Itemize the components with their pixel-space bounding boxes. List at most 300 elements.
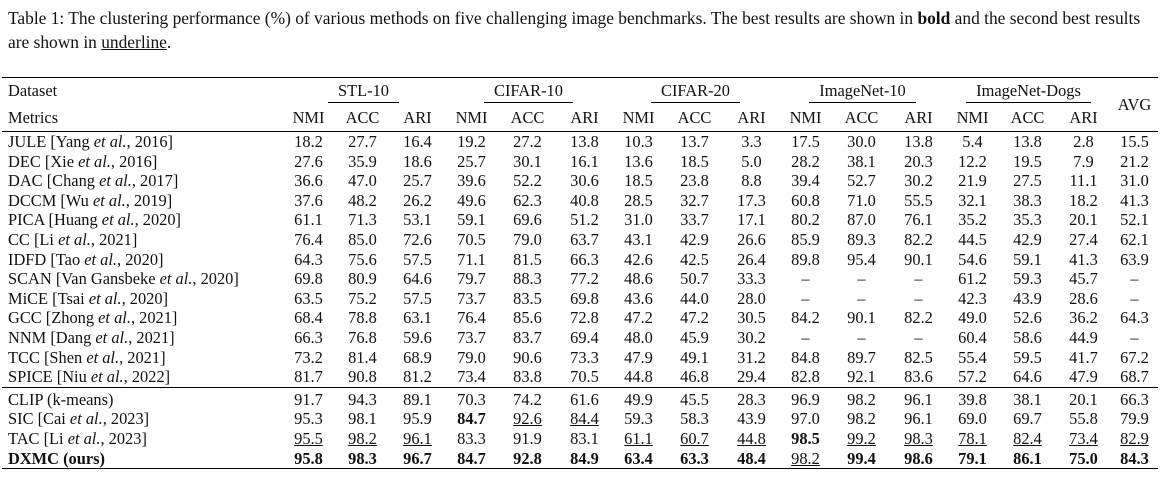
metric-cell: 90.8 xyxy=(348,367,377,387)
method-name: DXMC (ours) xyxy=(2,449,282,469)
metric-cell: 82.2 xyxy=(904,229,933,249)
metric-cell: 98.2 xyxy=(348,428,377,448)
metric-cell: 82.2 xyxy=(904,308,933,328)
metric-cell: 27.7 xyxy=(335,132,390,152)
metric-cell: 70.3 xyxy=(445,387,498,409)
metric-cell: 47.0 xyxy=(348,171,377,191)
metric-header: ARI xyxy=(737,108,766,127)
metric-cell: 61.1 xyxy=(294,210,323,230)
metric-header: ACC xyxy=(844,108,879,127)
metric-cell: 89.3 xyxy=(847,229,876,249)
metric-cell: 35.2 xyxy=(958,210,987,230)
metric-cell: 30.1 xyxy=(513,151,542,171)
metric-cell: 69.6 xyxy=(513,210,542,230)
metric-cell: 20.1 xyxy=(1056,387,1111,409)
metric-cell: 92.1 xyxy=(847,367,876,387)
table-row xyxy=(2,367,1158,387)
metric-cell: 83.3 xyxy=(457,428,486,448)
metric-cell: 28.0 xyxy=(737,288,766,308)
metric-cell: 98.3 xyxy=(904,428,933,448)
metric-cell: 98.2 xyxy=(847,409,876,429)
metric-cell: 68.9 xyxy=(403,347,432,367)
metric-cell: 26.2 xyxy=(403,190,432,210)
metric-cell: 63.4 xyxy=(612,449,665,469)
metric-cell: 73.4 xyxy=(1069,428,1098,448)
dataset-header: Dataset xyxy=(2,78,282,105)
metric-cell: 96.1 xyxy=(904,409,933,429)
metric-cell: 70.5 xyxy=(570,367,599,387)
metric-cell: 12.2 xyxy=(958,151,987,171)
metric-cell: 87.0 xyxy=(847,210,876,230)
group-header-cifar20: CIFAR-20 xyxy=(612,78,779,105)
metric-cell: 98.2 xyxy=(832,387,891,409)
metric-cell: 43.9 xyxy=(1013,288,1042,308)
metric-cell: 16.4 xyxy=(390,132,445,152)
metric-cell: 81.7 xyxy=(294,367,323,387)
metric-cell: 42.9 xyxy=(1013,229,1042,249)
metric-cell: 49.0 xyxy=(958,308,987,328)
metric-cell: 18.2 xyxy=(282,132,335,152)
metric-cell: 33.7 xyxy=(680,210,709,230)
metric-cell: 7.9 xyxy=(1073,151,1094,171)
metric-cell: 30.2 xyxy=(904,171,933,191)
metric-cell: 98.5 xyxy=(791,428,820,448)
metric-cell: 38.1 xyxy=(847,151,876,171)
metric-cell: 89.8 xyxy=(791,249,820,269)
method-name: SPICE [Niu et al., 2022] xyxy=(8,367,171,387)
avg-cell: 31.0 xyxy=(1120,171,1149,191)
table-row xyxy=(2,409,1158,429)
metric-cell: 70.5 xyxy=(457,229,486,249)
metric-cell: 71.0 xyxy=(847,190,876,210)
table-row xyxy=(2,449,1158,469)
group-header-stl10: STL-10 xyxy=(282,78,445,105)
metric-cell: 25.7 xyxy=(403,171,432,191)
metric-cell: 49.6 xyxy=(457,190,486,210)
metric-cell: 57.5 xyxy=(403,288,432,308)
metric-cell: 30.0 xyxy=(832,132,891,152)
metric-cell: 43.1 xyxy=(624,229,653,249)
avg-cell: 52.1 xyxy=(1120,210,1149,230)
metric-cell: 2.8 xyxy=(1056,132,1111,152)
metric-cell: 41.7 xyxy=(1069,347,1098,367)
caption-bold-word: bold xyxy=(917,8,951,28)
metric-cell: 21.9 xyxy=(958,171,987,191)
metric-header: ACC xyxy=(345,108,380,127)
avg-cell: 79.9 xyxy=(1120,409,1149,429)
metric-cell: 75.0 xyxy=(1056,449,1111,469)
metric-cell: 94.3 xyxy=(335,387,390,409)
metric-cell: 46.8 xyxy=(680,367,709,387)
table-row xyxy=(2,348,1158,368)
metric-cell: 84.7 xyxy=(445,449,498,469)
metric-cell: 64.6 xyxy=(1013,367,1042,387)
metric-header: NMI xyxy=(292,108,325,127)
metric-cell: 61.2 xyxy=(958,269,987,289)
metric-cell: 81.4 xyxy=(348,347,377,367)
table-row xyxy=(2,328,1158,348)
metric-cell: 99.4 xyxy=(832,449,891,469)
metric-cell: 39.8 xyxy=(946,387,999,409)
group-header-cifar10: CIFAR-10 xyxy=(445,78,612,105)
avg-cell: 41.3 xyxy=(1120,190,1149,210)
metric-cell: – xyxy=(801,327,810,347)
metric-cell: 18.6 xyxy=(403,151,432,171)
metric-cell: 77.2 xyxy=(570,269,599,289)
metric-cell: 83.7 xyxy=(513,327,542,347)
metric-cell: – xyxy=(914,269,923,289)
method-name: TAC [Li et al., 2023] xyxy=(8,428,147,448)
avg-cell: 68.7 xyxy=(1120,367,1149,387)
metric-cell: 84.9 xyxy=(557,449,612,469)
metric-cell: – xyxy=(801,269,810,289)
avg-cell: 84.3 xyxy=(1111,449,1158,469)
caption-text-3: . xyxy=(166,32,172,52)
metric-cell: 19.5 xyxy=(1013,151,1042,171)
metric-cell: 48.2 xyxy=(348,190,377,210)
avg-cell: – xyxy=(1130,269,1139,289)
metric-header: ACC xyxy=(510,108,545,127)
metric-cell: 45.9 xyxy=(680,327,709,347)
metric-cell: 49.1 xyxy=(680,347,709,367)
metric-cell: 89.1 xyxy=(390,387,445,409)
metric-cell: 98.6 xyxy=(891,449,946,469)
metric-cell: 59.3 xyxy=(624,409,653,429)
metric-cell: 95.4 xyxy=(847,249,876,269)
metric-cell: 28.3 xyxy=(724,387,779,409)
metric-cell: 55.4 xyxy=(958,347,987,367)
method-name: IDFD [Tao et al., 2020] xyxy=(8,249,164,269)
metric-cell: 47.9 xyxy=(624,347,653,367)
metric-cell: – xyxy=(857,327,866,347)
metric-cell: 13.7 xyxy=(665,132,724,152)
metric-cell: 90.1 xyxy=(904,249,933,269)
metric-cell: 42.6 xyxy=(624,249,653,269)
metric-cell: 82.5 xyxy=(904,347,933,367)
metric-cell: 40.8 xyxy=(570,190,599,210)
metric-cell: 79.7 xyxy=(457,269,486,289)
metric-cell: 29.4 xyxy=(737,367,766,387)
metric-cell: 18.2 xyxy=(1069,190,1098,210)
metric-cell: 58.3 xyxy=(680,409,709,429)
metric-cell: 61.6 xyxy=(557,387,612,409)
metric-cell: 90.6 xyxy=(513,347,542,367)
metric-cell: 62.3 xyxy=(513,190,542,210)
metric-cell: 41.3 xyxy=(1069,249,1098,269)
metric-cell: 73.7 xyxy=(457,288,486,308)
metric-cell: 83.5 xyxy=(513,288,542,308)
table-row xyxy=(2,250,1158,270)
method-name: MiCE [Tsai et al., 2020] xyxy=(8,288,169,308)
metric-cell: 72.6 xyxy=(403,229,432,249)
metric-cell: 86.1 xyxy=(999,449,1056,469)
metric-cell: 82.8 xyxy=(791,367,820,387)
metric-cell: 83.6 xyxy=(904,367,933,387)
metric-cell: 85.6 xyxy=(513,308,542,328)
metric-cell: 27.2 xyxy=(498,132,557,152)
metric-cell: 60.8 xyxy=(791,190,820,210)
avg-cell: – xyxy=(1130,327,1139,347)
avg-cell: 21.2 xyxy=(1120,151,1149,171)
metric-cell: 55.5 xyxy=(904,190,933,210)
metric-cell: 55.8 xyxy=(1069,409,1098,429)
metric-cell: 32.7 xyxy=(680,190,709,210)
metric-cell: 47.9 xyxy=(1069,367,1098,387)
metric-header: ARI xyxy=(904,108,933,127)
metric-cell: 97.0 xyxy=(791,409,820,429)
metric-cell: 35.9 xyxy=(348,151,377,171)
metric-cell: 73.2 xyxy=(294,347,323,367)
metric-cell: 28.2 xyxy=(791,151,820,171)
metric-cell: 79.1 xyxy=(946,449,999,469)
metric-cell: 64.3 xyxy=(294,249,323,269)
metric-cell: 96.9 xyxy=(779,387,832,409)
metric-cell: 18.5 xyxy=(680,151,709,171)
metric-cell: – xyxy=(857,269,866,289)
metric-cell: 83.1 xyxy=(570,428,599,448)
table-row xyxy=(2,387,1158,409)
metric-cell: 5.4 xyxy=(946,132,999,152)
metric-cell: 95.5 xyxy=(294,428,323,448)
metric-cell: – xyxy=(857,288,866,308)
metric-cell: 75.2 xyxy=(348,288,377,308)
avg-cell: 15.5 xyxy=(1111,132,1158,152)
method-name: TCC [Shen et al., 2021] xyxy=(8,347,166,367)
method-name: NNM [Dang et al., 2021] xyxy=(8,327,175,347)
metric-cell: 82.4 xyxy=(1013,428,1042,448)
metric-cell: 26.4 xyxy=(737,249,766,269)
metric-header: NMI xyxy=(789,108,822,127)
metric-cell: 79.0 xyxy=(513,229,542,249)
metric-cell: 35.3 xyxy=(1013,210,1042,230)
method-name: PICA [Huang et al., 2020] xyxy=(8,210,182,230)
table-row xyxy=(2,230,1158,250)
metrics-header: Metrics xyxy=(8,108,59,127)
metric-cell: 64.6 xyxy=(403,269,432,289)
metric-cell: 69.8 xyxy=(294,269,323,289)
metric-header: ACC xyxy=(677,108,712,127)
metric-cell: 84.2 xyxy=(791,308,820,328)
avg-cell: 64.3 xyxy=(1120,308,1149,328)
metric-cell: 48.4 xyxy=(724,449,779,469)
metric-cell: 13.8 xyxy=(999,132,1056,152)
table-row xyxy=(2,308,1158,328)
metric-cell: 17.5 xyxy=(779,132,832,152)
metric-cell: 39.6 xyxy=(457,171,486,191)
metric-cell: 75.6 xyxy=(348,249,377,269)
metric-cell: 45.5 xyxy=(665,387,724,409)
metric-cell: 43.9 xyxy=(737,409,766,429)
metric-cell: 57.2 xyxy=(958,367,987,387)
table-row xyxy=(2,269,1158,289)
metric-cell: – xyxy=(914,327,923,347)
metric-cell: 45.7 xyxy=(1069,269,1098,289)
metric-cell: 63.1 xyxy=(403,308,432,328)
metric-cell: 47.2 xyxy=(680,308,709,328)
metric-header: ARI xyxy=(403,108,432,127)
metric-cell: 59.6 xyxy=(403,327,432,347)
avg-cell: 82.9 xyxy=(1120,428,1149,448)
metric-cell: 5.0 xyxy=(741,151,762,171)
table-row xyxy=(2,191,1158,211)
metric-cell: 57.5 xyxy=(403,249,432,269)
metric-header: NMI xyxy=(455,108,488,127)
metric-cell: 28.6 xyxy=(1069,288,1098,308)
metric-cell: 42.9 xyxy=(680,229,709,249)
metric-cell: 52.6 xyxy=(1013,308,1042,328)
metric-cell: 96.7 xyxy=(390,449,445,469)
metric-cell: 96.1 xyxy=(891,387,946,409)
metric-cell: 98.2 xyxy=(779,449,832,469)
metric-cell: 17.3 xyxy=(737,190,766,210)
method-name: JULE [Yang et al., 2016] xyxy=(2,132,282,152)
table-row xyxy=(2,289,1158,309)
metric-cell: 48.0 xyxy=(624,327,653,347)
metric-cell: 76.4 xyxy=(294,229,323,249)
metric-cell: 81.5 xyxy=(513,249,542,269)
metric-cell: 73.4 xyxy=(457,367,486,387)
metric-cell: 91.9 xyxy=(513,428,542,448)
metric-cell: 31.0 xyxy=(624,210,653,230)
metric-cell: 10.3 xyxy=(612,132,665,152)
caption-underline-word: underline xyxy=(101,32,167,52)
metric-cell: 76.8 xyxy=(348,327,377,347)
metric-cell: 58.6 xyxy=(1013,327,1042,347)
metric-cell: – xyxy=(801,288,810,308)
metric-cell: 48.6 xyxy=(624,269,653,289)
metric-cell: 59.3 xyxy=(1013,269,1042,289)
group-header-imagenet-dogs: ImageNet-Dogs xyxy=(946,78,1111,105)
metric-cell: 52.2 xyxy=(513,171,542,191)
metric-cell: 73.7 xyxy=(457,327,486,347)
metric-cell: 96.1 xyxy=(403,428,432,448)
metric-cell: 18.5 xyxy=(624,171,653,191)
metric-cell: 98.3 xyxy=(335,449,390,469)
metric-cell: 23.8 xyxy=(680,171,709,191)
metric-cell: 60.7 xyxy=(680,428,709,448)
metric-cell: 27.4 xyxy=(1069,229,1098,249)
metric-cell: 37.6 xyxy=(294,190,323,210)
metric-cell: 76.4 xyxy=(457,308,486,328)
metric-cell: 59.1 xyxy=(457,210,486,230)
metric-cell: 91.7 xyxy=(282,387,335,409)
avg-cell: 67.2 xyxy=(1120,347,1149,367)
method-name: SCAN [Van Gansbeke et al., 2020] xyxy=(8,269,239,289)
metric-cell: 84.4 xyxy=(570,409,599,429)
metric-cell: 99.2 xyxy=(847,428,876,448)
metric-cell: 98.1 xyxy=(348,409,377,429)
metric-cell: 44.5 xyxy=(958,229,987,249)
metric-cell: 69.7 xyxy=(1013,409,1042,429)
table-caption xyxy=(8,6,1156,54)
metric-cell: 49.9 xyxy=(612,387,665,409)
metric-cell: 71.1 xyxy=(457,249,486,269)
group-header-imagenet10: ImageNet-10 xyxy=(779,78,946,105)
metric-cell: 19.2 xyxy=(445,132,498,152)
metric-cell: 27.5 xyxy=(1013,171,1042,191)
metric-cell: 69.8 xyxy=(570,288,599,308)
metric-cell: 66.3 xyxy=(570,249,599,269)
metric-cell: 42.3 xyxy=(958,288,987,308)
method-name: SIC [Cai et al., 2023] xyxy=(8,409,150,429)
metric-cell: 95.8 xyxy=(282,449,335,469)
metric-cell: 92.8 xyxy=(498,449,557,469)
metric-cell: 32.1 xyxy=(958,190,987,210)
metric-header: ARI xyxy=(570,108,599,127)
metric-cell: 44.0 xyxy=(680,288,709,308)
avg-cell: – xyxy=(1130,288,1139,308)
metric-cell: 20.1 xyxy=(1069,210,1098,230)
metric-cell: 79.0 xyxy=(457,347,486,367)
metric-cell: 38.3 xyxy=(1013,190,1042,210)
metric-cell: 95.3 xyxy=(294,409,323,429)
metric-cell: 36.2 xyxy=(1069,308,1098,328)
metric-cell: 30.5 xyxy=(737,308,766,328)
metric-cell: 66.3 xyxy=(294,327,323,347)
metric-cell: 13.8 xyxy=(891,132,946,152)
metric-cell: 78.1 xyxy=(958,428,987,448)
avg-cell: 66.3 xyxy=(1111,387,1158,409)
metric-cell: 69.0 xyxy=(958,409,987,429)
caption-text-2: and the second best results are shown in xyxy=(8,8,1141,52)
metric-cell: 74.2 xyxy=(498,387,557,409)
metric-cell: 44.8 xyxy=(624,367,653,387)
metric-cell: 71.3 xyxy=(348,210,377,230)
table-row xyxy=(2,132,1158,152)
metric-cell: 30.6 xyxy=(570,171,599,191)
metric-cell: 59.5 xyxy=(1013,347,1042,367)
metric-cell: 3.3 xyxy=(724,132,779,152)
metric-cell: 42.5 xyxy=(680,249,709,269)
method-name: GCC [Zhong et al., 2021] xyxy=(8,308,178,328)
metric-cell: 25.7 xyxy=(457,151,486,171)
metric-cell: 43.6 xyxy=(624,288,653,308)
metric-cell: 28.5 xyxy=(624,190,653,210)
method-name: DAC [Chang et al., 2017] xyxy=(8,171,179,191)
metric-cell: 61.1 xyxy=(624,428,653,448)
table-row xyxy=(2,152,1158,172)
metric-cell: 81.2 xyxy=(403,367,432,387)
caption-text-1: Table 1: The clustering performance (%) of various methods on five challenging image benchmarks. The best results are shown in xyxy=(8,8,918,28)
metric-cell: 44.9 xyxy=(1069,327,1098,347)
metric-cell: 84.8 xyxy=(791,347,820,367)
metric-cell: 80.9 xyxy=(348,269,377,289)
metric-cell: 39.4 xyxy=(791,171,820,191)
metric-cell: 47.2 xyxy=(624,308,653,328)
metric-cell: 13.8 xyxy=(557,132,612,152)
metric-cell: 53.1 xyxy=(403,210,432,230)
metric-cell: 20.3 xyxy=(904,151,933,171)
metric-cell: 92.6 xyxy=(513,409,542,429)
metric-cell: 83.8 xyxy=(513,367,542,387)
metric-cell: 69.4 xyxy=(570,327,599,347)
metric-cell: 59.1 xyxy=(1013,249,1042,269)
metric-cell: 80.2 xyxy=(791,210,820,230)
metric-cell: 72.8 xyxy=(570,308,599,328)
avg-cell: 62.1 xyxy=(1120,229,1149,249)
metric-header: NMI xyxy=(956,108,989,127)
metric-cell: 13.6 xyxy=(624,151,653,171)
metric-cell: 31.2 xyxy=(737,347,766,367)
metric-cell: 63.5 xyxy=(294,288,323,308)
method-name: CC [Li et al., 2021] xyxy=(8,229,138,249)
method-name: DCCM [Wu et al., 2019] xyxy=(8,190,173,210)
table-row xyxy=(2,429,1158,449)
metric-cell: 38.1 xyxy=(999,387,1056,409)
metric-cell: 52.7 xyxy=(847,171,876,191)
metric-cell: 36.6 xyxy=(294,171,323,191)
method-name: DEC [Xie et al., 2016] xyxy=(8,151,158,171)
